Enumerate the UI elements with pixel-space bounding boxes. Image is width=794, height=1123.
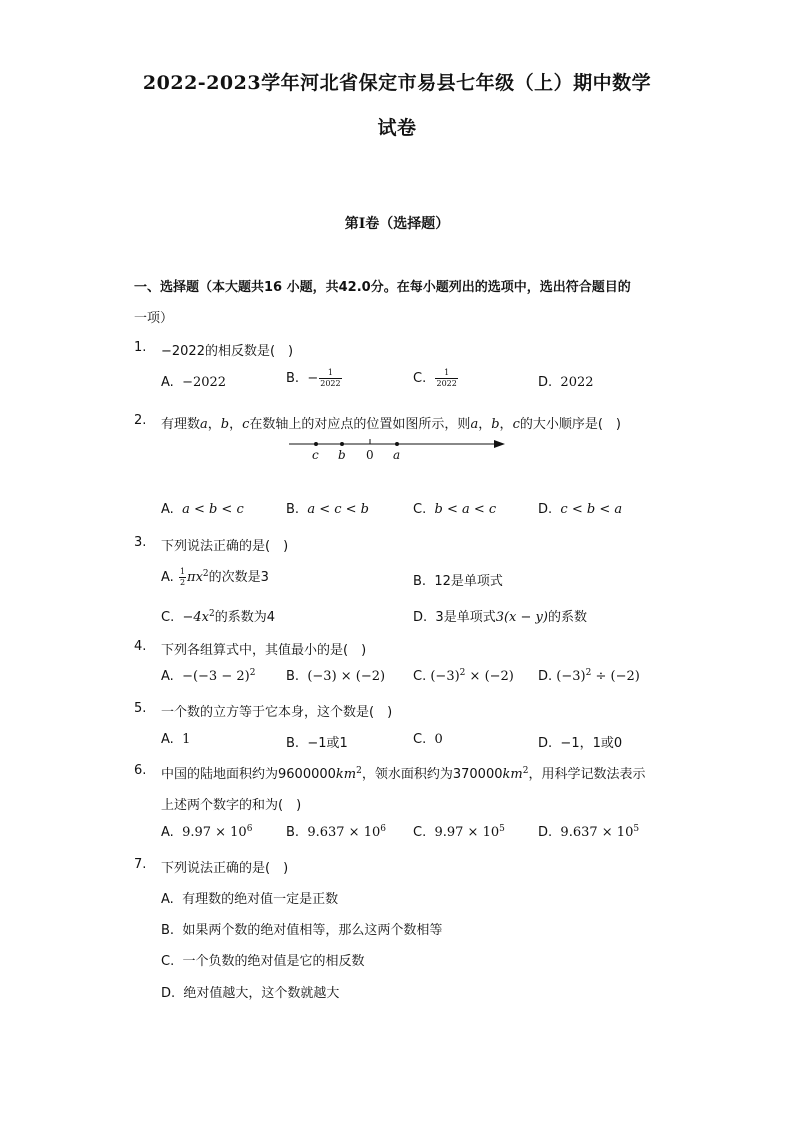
label-a: a [393,448,401,462]
question-stem: 一个数的立方等于它本身，这个数是( ) [161,705,393,720]
option-c: C. $9.97 \times 10^5$ [413,824,505,840]
question-number: 5. [134,701,147,716]
question-stem: 下列说法正确的是( ) [161,539,289,554]
option-d: D. $(-3)^2 \div (-2)$ [538,668,640,684]
page-title-line1: 2022-2023学年河北省保定市易县七年级（上）期中数学 [142,72,652,94]
option-d: D. c < b < a [538,502,623,517]
option-a: A. −2022 [161,375,227,390]
option-b: B. 12是单项式 [413,574,503,589]
question-stem: 下列各组算式中，其值最小的是( ) [161,643,367,658]
page-title-line2: 试卷 [377,117,417,139]
question-number: 2. [134,413,147,428]
question-stem: −2022的相反数是( ) [161,344,294,359]
option-a: A. $-(-3 - 2)^2$ [161,668,256,684]
question-stem-cont: 上述两个数字的和为( ) [161,798,302,813]
fraction: $\frac{1}{2022}$ [320,368,341,388]
question-stem: 下列说法正确的是( ) [161,861,289,876]
question-stem: 中国的陆地面积约为$9600000km^2$，领水面积约为$370000km^2$，用科学记数法表示 [161,766,646,782]
option-c: C. 一个负数的绝对值是它的相反数 [161,954,365,969]
option-b: B. − $\frac{1}{2022}$ [286,368,341,388]
option-c: C. $(-3)^2 \times (-2)$ [413,668,514,684]
option-d: D. 3是单项式3(x − y)的系数 [413,610,587,625]
option-c: C. 0 [413,732,443,747]
section-heading-cont: 一项） [134,311,174,326]
point-b [340,442,344,446]
option-d: D. 2022 [538,375,594,390]
option-b: B. $9.637 \times 10^6$ [286,824,386,840]
fraction: $\frac{1}{2}$ [179,567,186,587]
question-number: 4. [134,639,147,654]
option-a: A. 有理数的绝对值一定是正数 [161,892,339,907]
option-a: A. a < b < c [161,502,244,517]
question-stem: 有理数a，b，c在数轴上的对应点的位置如图所示，则a，b，c的大小顺序是( ) [161,417,621,432]
option-b: B. a < c < b [286,502,369,517]
option-d: D. $9.637 \times 10^5$ [538,824,640,840]
point-c [314,442,318,446]
fraction: $\frac{1}{2022}$ [436,368,457,388]
number-line-figure [285,432,510,462]
arrow-right-icon [494,440,505,448]
option-d: D. 绝对值越大，这个数就越大 [161,986,340,1001]
option-a: A. 1 [161,732,191,747]
option-a: A. $\frac{1}{2}$ $\pi x^2$的次数是3 [161,567,269,587]
question-number: 6. [134,763,147,778]
point-a [395,442,399,446]
volume-label: 第I卷（选择题） [344,216,450,232]
option-b: B. (−3) × (−2) [286,669,386,684]
label-zero: 0 [366,448,374,462]
option-c: C. b < a < c [413,502,497,517]
option-d: D. −1，1或0 [538,736,623,751]
label-c: c [312,448,319,462]
option-a: A. $9.97 \times 10^6$ [161,824,253,840]
option-c: C. $-4x^2$的系数为4 [161,609,275,625]
option-b: B. −1或1 [286,736,348,751]
option-c: C. $\frac{1}{2022}$ [413,368,457,388]
question-number: 3. [134,535,147,550]
question-number: 1. [134,340,147,355]
label-b: b [338,448,346,462]
question-number: 7. [134,857,147,872]
section-heading: 一、选择题（本大题共16 小题，共42.0分。在每小题列出的选项中，选出符合题目的 [134,280,631,295]
option-b: B. 如果两个数的绝对值相等，那么这两个数相等 [161,923,443,938]
